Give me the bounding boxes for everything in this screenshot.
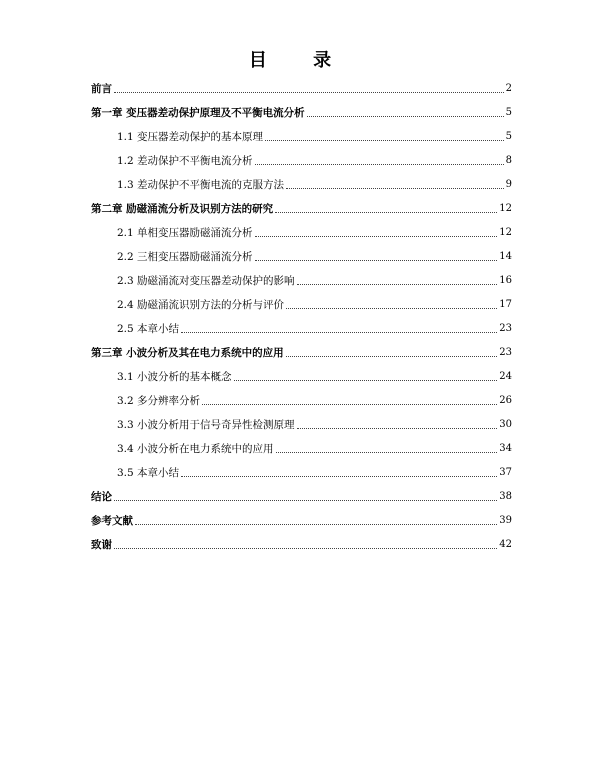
toc-entry-section-1-3[interactable] <box>117 176 512 192</box>
toc-leader-dots <box>286 307 497 309</box>
toc-entry-label: 2.5 本章小结 <box>117 323 180 335</box>
toc-entry-page: 5 <box>505 131 512 142</box>
toc-entry-section-2-5[interactable] <box>117 320 512 336</box>
toc-entry-page: 12 <box>499 227 512 238</box>
toc-entry-label: 3.4 小波分析在电力系统中的应用 <box>117 443 274 455</box>
toc-entry-page: 17 <box>499 299 512 310</box>
toc-entry-label: 2.1 单相变压器励磁涌流分析 <box>117 227 253 239</box>
toc-leader-dots <box>114 547 497 549</box>
toc-entry-section-3-2[interactable] <box>117 392 512 408</box>
toc-entry-label: 第二章 励磁涌流分析及识别方法的研究 <box>91 203 274 215</box>
toc-leader-dots <box>255 235 498 237</box>
toc-entry-label: 2.2 三相变压器励磁涌流分析 <box>117 251 253 263</box>
toc-leader-dots <box>307 115 504 117</box>
toc-entry-label: 1.1 变压器差动保护的基本原理 <box>117 131 264 143</box>
toc-entry-page: 9 <box>505 179 512 190</box>
toc-leader-dots <box>297 283 498 285</box>
toc-entry-label: 前言 <box>91 83 112 95</box>
toc-entry-label: 第一章 变压器差动保护原理及不平衡电流分析 <box>91 107 305 119</box>
toc-leader-dots <box>255 259 498 261</box>
toc-entry-label: 第三章 小波分析及其在电力系统中的应用 <box>91 347 284 359</box>
toc-entry-page: 12 <box>499 203 512 214</box>
toc-entry-label: 参考文献 <box>91 515 133 527</box>
toc-entry-section-3-3[interactable] <box>117 416 512 432</box>
toc-entry-section-3-4[interactable] <box>117 440 512 456</box>
toc-entry-page: 23 <box>499 347 512 358</box>
toc-leader-dots <box>114 91 504 93</box>
toc-entry-page: 38 <box>499 491 512 502</box>
toc-entry-page: 16 <box>499 275 512 286</box>
toc-entry-page: 30 <box>499 419 512 430</box>
toc-entry-label: 3.1 小波分析的基本概念 <box>117 371 232 383</box>
toc-leader-dots <box>275 211 497 213</box>
toc-entry-section-2-4[interactable] <box>117 296 512 312</box>
toc-leader-dots <box>286 187 504 189</box>
toc-leader-dots <box>202 403 497 405</box>
toc-leader-dots <box>276 451 498 453</box>
toc-entry-page: 34 <box>499 443 512 454</box>
toc-entry-label: 1.2 差动保护不平衡电流分析 <box>117 155 253 167</box>
toc-entry-section-1-2[interactable] <box>117 152 512 168</box>
toc-entry-label: 结论 <box>91 491 112 503</box>
toc-leader-dots <box>297 427 498 429</box>
toc-entry-section-2-3[interactable] <box>117 272 512 288</box>
toc-leader-dots <box>265 139 504 141</box>
toc-entry-references[interactable] <box>91 512 512 528</box>
toc-entry-page: 39 <box>499 515 512 526</box>
toc-entry-conclusion[interactable] <box>91 488 512 504</box>
toc-title: 目 录 <box>248 50 352 71</box>
toc-entry-section-2-1[interactable] <box>117 224 512 240</box>
toc-entry-page: 2 <box>505 83 512 94</box>
toc-entry-page: 23 <box>499 323 512 334</box>
toc-entry-label: 3.3 小波分析用于信号奇异性检测原理 <box>117 419 295 431</box>
toc-entry-chapter-2[interactable] <box>91 200 512 216</box>
toc-entry-chapter-1[interactable] <box>91 104 512 120</box>
toc-entry-page: 5 <box>505 107 512 118</box>
toc-entry-page: 26 <box>499 395 512 406</box>
toc-entry-section-2-2[interactable] <box>117 248 512 264</box>
toc-leader-dots <box>255 163 504 165</box>
toc-entry-page: 42 <box>499 539 512 550</box>
toc-entry-page: 14 <box>499 251 512 262</box>
toc-entry-label: 致谢 <box>91 539 112 551</box>
toc-entry-page: 24 <box>499 371 512 382</box>
toc-entry-section-1-1[interactable] <box>117 128 512 144</box>
toc-entry-label: 2.4 励磁涌流识别方法的分析与评价 <box>117 299 285 311</box>
toc-leader-dots <box>181 331 497 333</box>
toc-entry-label: 2.3 励磁涌流对变压器差动保护的影响 <box>117 275 295 287</box>
toc-leader-dots <box>181 475 497 477</box>
toc-leader-dots <box>114 499 497 501</box>
toc-entry-chapter-3[interactable] <box>91 344 512 360</box>
toc-entry-foreword[interactable] <box>91 80 512 96</box>
toc-leader-dots <box>234 379 498 381</box>
toc-leader-dots <box>135 523 497 525</box>
toc-entry-section-3-5[interactable] <box>117 464 512 480</box>
toc-entry-section-3-1[interactable] <box>117 368 512 384</box>
toc-entry-label: 1.3 差动保护不平衡电流的克服方法 <box>117 179 285 191</box>
toc-entry-label: 3.2 多分辨率分析 <box>117 395 201 407</box>
toc-entry-page: 37 <box>499 467 512 478</box>
toc-leader-dots <box>286 355 498 357</box>
toc-entry-page: 8 <box>505 155 512 166</box>
toc-entry-label: 3.5 本章小结 <box>117 467 180 479</box>
toc-entry-acknowledgements[interactable] <box>91 536 512 552</box>
